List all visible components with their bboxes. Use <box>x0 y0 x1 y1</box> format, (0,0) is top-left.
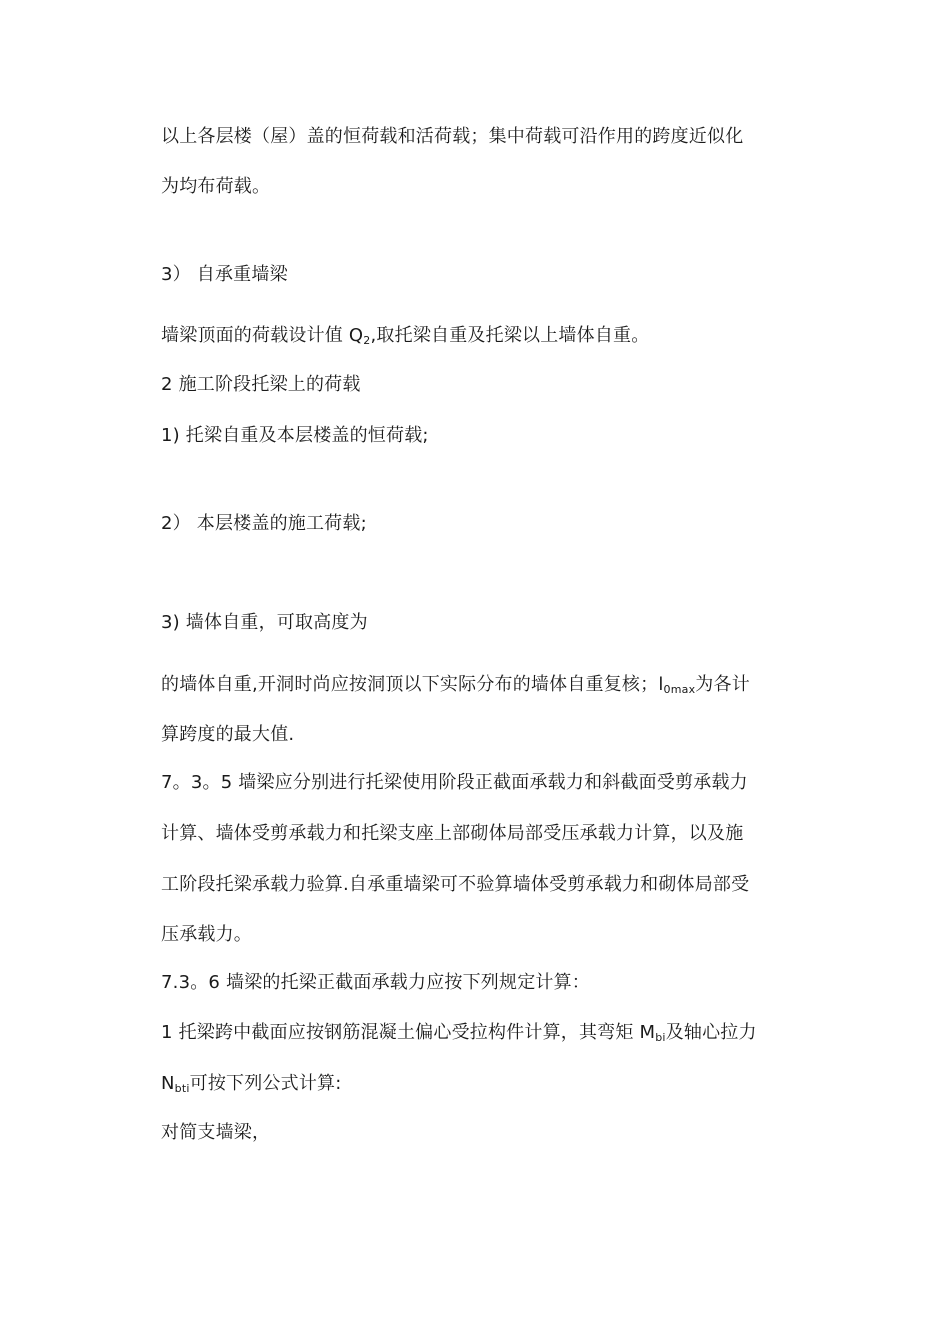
text-nbti-after: 可按下列公式计算: <box>189 1073 342 1094</box>
clause-7-3-6-heading: 7.3。6 墙梁的托梁正截面承载力应按下列规定计算： <box>161 972 590 993</box>
section-heading-self-bearing-wall-beam: 3） 自承重墙梁 <box>161 264 288 285</box>
subscript-q2: 2 <box>363 334 371 347</box>
text-l0max-before: 的墙体自重,开洞时尚应按洞顶以下实际分布的墙体自重复核；l <box>161 674 664 695</box>
text-line-2: 为均布荷载。 <box>161 176 271 197</box>
text-line-simply-supported: 对简支墙梁， <box>161 1122 271 1143</box>
clause-7-3-5-line-2: 计算、墙体受剪承载力和托梁支座上部砌体局部受压承载力计算，以及施 <box>161 823 744 844</box>
text-mbi-after: 及轴心拉力 <box>665 1022 757 1043</box>
text-q2-after: ,取托梁自重及托梁以上墙体自重。 <box>370 325 650 346</box>
text-line-q2 <box>161 324 649 348</box>
text-line-1: 以上各层楼（屋）盖的恒荷载和活荷载；集中荷载可沿作用的跨度近似化 <box>161 126 744 147</box>
list-item-2: 2） 本层楼盖的施工荷载; <box>161 513 367 534</box>
list-item-3: 3) 墙体自重，可取高度为 <box>161 612 368 633</box>
text-q2-before: 墙梁顶面的荷载设计值 Q <box>161 325 364 346</box>
subscript-bi: bi <box>655 1031 666 1044</box>
text-nbti-before: N <box>161 1073 175 1094</box>
subscript-l0max: 0max <box>663 683 696 696</box>
text-l0max-after: 为各计 <box>695 674 750 695</box>
list-item-1: 1) 托梁自重及本层楼盖的恒荷载; <box>161 425 429 446</box>
text-line-max-span: 算跨度的最大值. <box>161 724 295 745</box>
text-mbi-before: 1 托梁跨中截面应按钢筋混凝土偏心受拉构件计算，其弯矩 M <box>161 1022 656 1043</box>
section-heading-construction-loads: 2 施工阶段托梁上的荷载 <box>161 374 361 395</box>
clause-7-3-5-line-4: 压承载力。 <box>161 924 252 945</box>
clause-7-3-5-line-1: 7。3。5 墙梁应分别进行托梁使用阶段正截面承载力和斜截面受剪承载力 <box>161 772 748 793</box>
text-line-nbti <box>161 1072 342 1096</box>
clause-7-3-5-line-3: 工阶段托梁承载力验算.自承重墙梁可不验算墙体受剪承载力和砌体局部受 <box>161 874 750 895</box>
text-line-l0max <box>161 673 750 697</box>
text-line-mbi <box>161 1021 757 1045</box>
subscript-bti: bti <box>174 1082 190 1095</box>
